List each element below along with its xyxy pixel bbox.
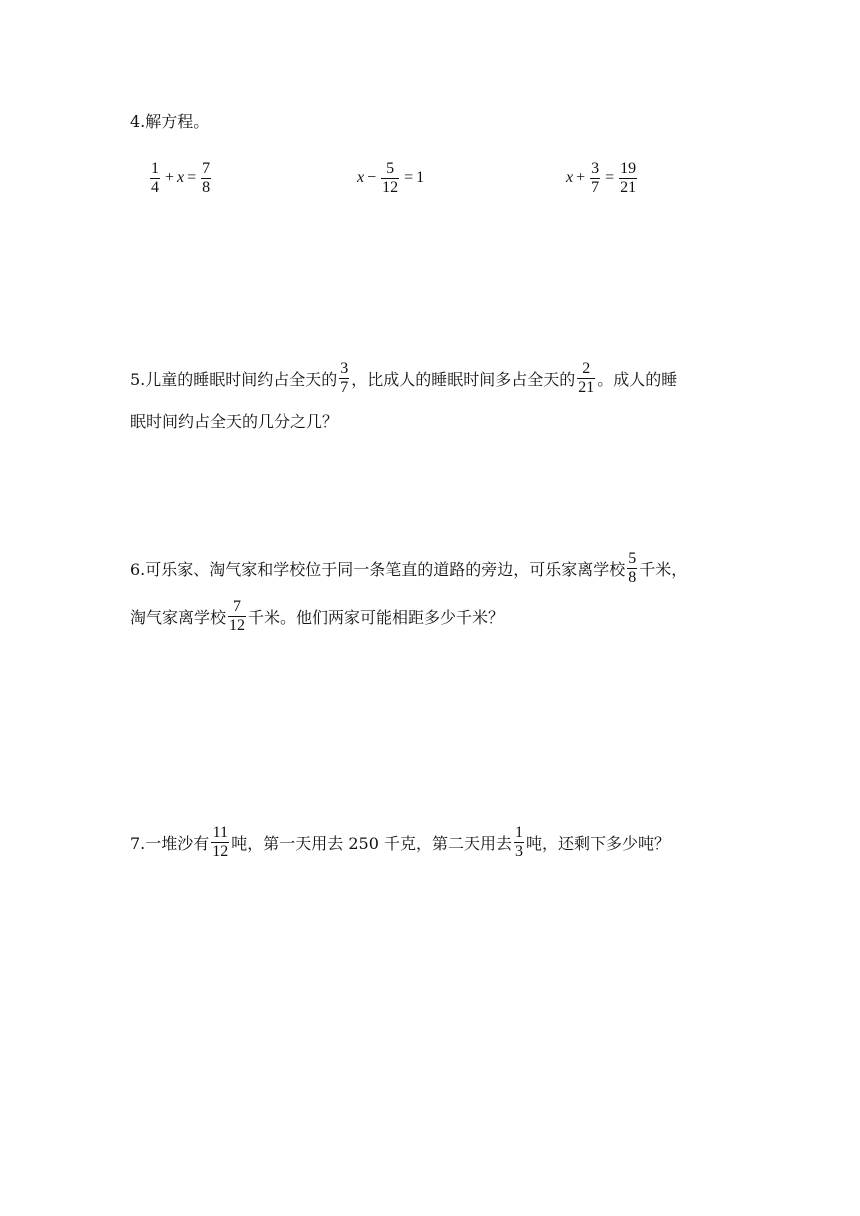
numerator: 2 [582, 359, 591, 377]
fraction [577, 360, 595, 397]
denominator: 21 [620, 178, 637, 196]
plus-sign: + [576, 169, 586, 186]
question-5-line-2: 眠时间约占全天的几分之几？ [130, 412, 339, 431]
question-5-text: 。成人的睡 [597, 369, 678, 389]
denominator: 7 [340, 378, 349, 396]
denominator: 12 [382, 178, 399, 196]
minus-sign: − [367, 169, 377, 186]
fraction [590, 160, 600, 197]
equation-2 [357, 153, 424, 203]
numerator: 7 [233, 597, 242, 615]
fraction [514, 824, 524, 861]
fraction [150, 160, 160, 197]
variable-x: x [177, 169, 185, 186]
denominator: 8 [628, 568, 637, 586]
numerator: 5 [628, 549, 637, 567]
question-7-text: 吨，第一天用去 250 千克，第二天用去 [231, 833, 512, 853]
question-5-text: ，比成人的睡眠时间多占全天的 [351, 369, 576, 389]
equals-sign: = [187, 169, 197, 186]
numerator: 1 [151, 159, 159, 177]
question-4-title: 4.解方程。 [130, 112, 210, 131]
question-5-text: 5.儿童的睡眠时间约占全天的 [130, 369, 338, 389]
fraction [627, 550, 637, 587]
fraction [201, 160, 211, 197]
numerator: 1 [515, 823, 523, 841]
numerator: 3 [591, 159, 600, 177]
question-6-line-1 [130, 543, 687, 593]
fraction [339, 360, 349, 397]
question-6-line-2 [130, 591, 504, 641]
numerator: 19 [620, 159, 637, 177]
question-6-text: 淘气家离学校 [130, 607, 227, 627]
plus-sign: + [165, 169, 175, 186]
variable-x: x [357, 169, 365, 186]
question-7-line-1 [130, 817, 670, 867]
fraction [381, 160, 399, 197]
denominator: 3 [515, 842, 523, 860]
numerator: 11 [212, 823, 228, 841]
numerator: 5 [386, 159, 395, 177]
numerator: 3 [340, 359, 349, 377]
fraction [211, 824, 229, 861]
denominator: 4 [151, 178, 159, 196]
denominator: 12 [229, 616, 246, 634]
denominator: 7 [591, 178, 600, 196]
question-6-text: 千米。他们两家可能相距多少千米？ [248, 607, 505, 627]
fraction [228, 598, 246, 635]
question-7-text: 吨，还剩下多少吨？ [526, 833, 671, 853]
equation-1 [148, 153, 213, 203]
numerator: 7 [202, 159, 211, 177]
question-6-text: 千米， [639, 559, 688, 579]
equals-sign: = [605, 169, 615, 186]
denominator: 12 [212, 842, 229, 860]
equals-sign: = [404, 169, 414, 186]
variable-x: x [566, 169, 574, 186]
question-6-text: 6.可乐家、淘气家和学校位于同一条笔直的道路的旁边，可乐家离学校 [130, 559, 626, 579]
question-5-line-1 [130, 353, 677, 403]
denominator: 21 [578, 378, 595, 396]
question-7-text: 7.一堆沙有 [130, 833, 210, 853]
equation-3 [566, 153, 639, 203]
rhs-value: 1 [416, 169, 425, 186]
fraction [619, 160, 637, 197]
denominator: 8 [202, 178, 211, 196]
